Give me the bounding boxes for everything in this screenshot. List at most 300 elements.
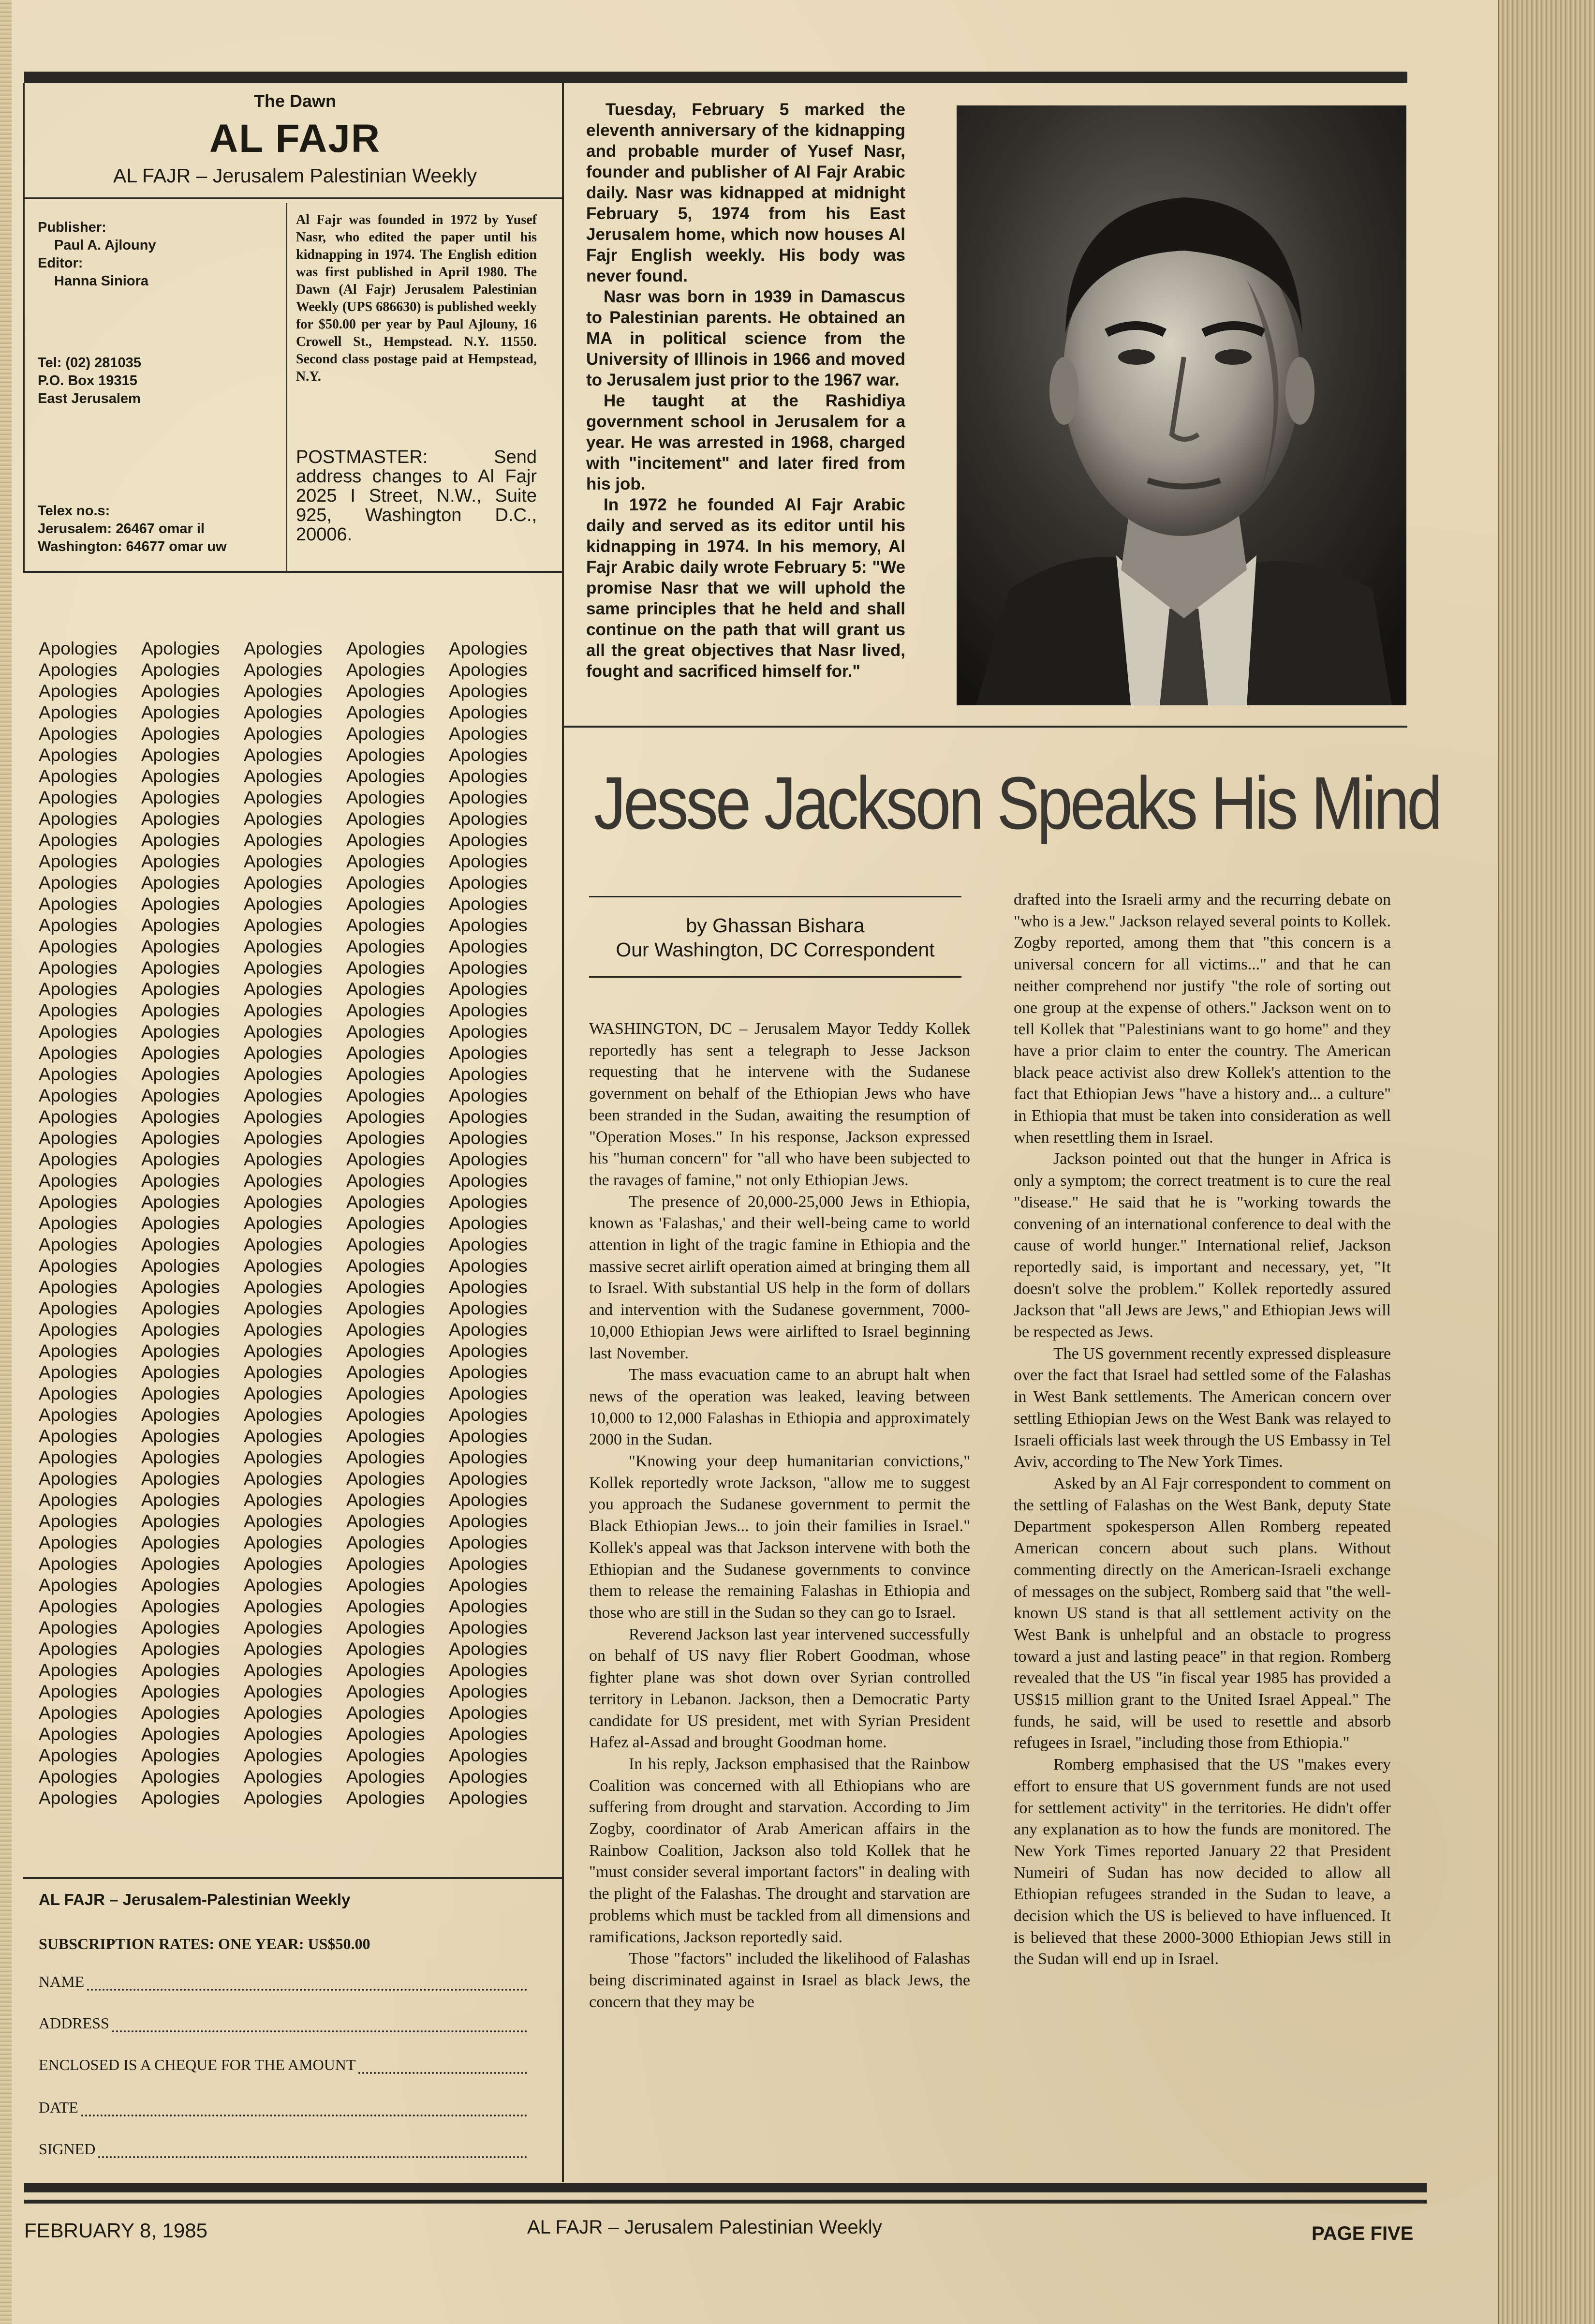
apologies-word: Apologies xyxy=(346,1043,425,1063)
apologies-word: Apologies xyxy=(141,1000,220,1020)
apologies-word: Apologies xyxy=(449,915,528,935)
apologies-word: Apologies xyxy=(39,1511,118,1531)
about-paper-text: Al Fajr was founded in 1972 by Yusef Nasr, who edited the paper until his kidnapping in 1974. The English edition was first published in April 1980. The Dawn (Al Fajr) Jerusalem Palestinian Weekly (UPS 686630) is published weekly for $50.00 per year by Paul Ajlouny, 16 Crowell St., Hempstead. N.Y. 11550. Second class postage paid at Hempstead, N.Y. xyxy=(296,212,537,384)
apologies-grid xyxy=(39,639,551,1819)
apologies-word: Apologies xyxy=(141,1426,220,1446)
apologies-word: Apologies xyxy=(244,894,323,914)
apologies-word: Apologies xyxy=(346,1554,425,1574)
apologies-word: Apologies xyxy=(449,1320,528,1340)
apologies-word: Apologies xyxy=(141,681,220,701)
apologies-word: Apologies xyxy=(449,1660,528,1680)
apologies-word: Apologies xyxy=(346,639,425,658)
apologies-word: Apologies xyxy=(449,639,528,658)
apologies-word: Apologies xyxy=(449,809,528,829)
apologies-word: Apologies xyxy=(141,915,220,935)
apologies-word: Apologies xyxy=(346,788,425,807)
apologies-word: Apologies xyxy=(141,1447,220,1467)
page-left-edge xyxy=(0,0,12,2324)
contact-info xyxy=(38,354,141,408)
apologies-word: Apologies xyxy=(141,1149,220,1169)
apologies-word: Apologies xyxy=(39,1575,118,1595)
apologies-word: Apologies xyxy=(346,1235,425,1254)
apologies-word: Apologies xyxy=(244,1298,323,1318)
apologies-word: Apologies xyxy=(449,1490,528,1510)
apologies-word: Apologies xyxy=(346,1000,425,1020)
apologies-word: Apologies xyxy=(244,1724,323,1744)
article-paragraph: Romberg emphasised that the US "makes every effort to ensure that US government funds are not used for settlement activity" in the territories. He didn't offer any explanation as to how the funds are monitored. The New York Times reported January 22 that President Numeiri of Sudan has now decided to allow all Ethiopian refugees stranded in the Sudan to leave, a decision which the US is believed to have influenced. It is believed that these 2000-3000 Ethiopian Jews still in the Sudan will end up in Israel. xyxy=(1014,1756,1391,1968)
apologies-word: Apologies xyxy=(39,1384,118,1403)
apologies-word: Apologies xyxy=(39,809,118,829)
apologies-word: Apologies xyxy=(141,1256,220,1276)
address-blank xyxy=(112,2022,527,2032)
footer-page-number: PAGE FIVE xyxy=(1312,2223,1414,2244)
apologies-word: Apologies xyxy=(449,1043,528,1063)
telex-jerusalem: Jerusalem: 26467 omar il xyxy=(38,521,205,536)
apologies-word: Apologies xyxy=(346,1788,425,1808)
apologies-word: Apologies xyxy=(346,1022,425,1042)
apologies-word: Apologies xyxy=(244,1171,323,1191)
apologies-word: Apologies xyxy=(141,1682,220,1701)
apologies-word: Apologies xyxy=(141,894,220,914)
apologies-word: Apologies xyxy=(449,788,528,807)
article-paragraph: drafted into the Israeli army and the recurring debate on "who is a Jew." Jackson relayed several points to Kollek. Zogby reported, among them that "this concern is a universal concern for all victims..." and that he can neither comprehend nor justify "the role of sorting out one group at the expense of others." Jackson went on to tell Kollek that "Palestinians want to go home" and they have a prior claim to enter the country. The American black peace activist also drew Kollek's attention to the fact that Ethiopian Jews "have a history and... a culture" in Ethiopia that must be taken into consideration as well when resettling them in Israel. xyxy=(1014,891,1391,1147)
subscription-address-line xyxy=(39,2014,527,2032)
apologies-word: Apologies xyxy=(346,830,425,850)
apologies-word: Apologies xyxy=(346,766,425,786)
apologies-word: Apologies xyxy=(141,851,220,871)
apologies-word: Apologies xyxy=(244,1639,323,1659)
apologies-word: Apologies xyxy=(449,1788,528,1808)
apologies-word: Apologies xyxy=(449,1064,528,1084)
apologies-word: Apologies xyxy=(244,1384,323,1403)
footer-rule-thin xyxy=(24,2200,1427,2204)
apologies-word: Apologies xyxy=(39,660,118,680)
apologies-word: Apologies xyxy=(346,702,425,722)
apologies-word: Apologies xyxy=(244,1213,323,1233)
article-paragraph: WASHINGTON, DC – Jerusalem Mayor Teddy Kollek reportedly has sent a telegraph to Jesse Jackson requesting that he intervene with the Sudanese government on behalf of the Ethiopian Jews who have been stranded in the Sudan, awaiting the resumption of "Operation Moses." In his response, Jackson expressed his "human concern" for "all who have been subjected to the ravages of famine," not only Ethiopian Jews. xyxy=(589,1020,970,1189)
masthead-right-divider xyxy=(562,83,564,572)
apologies-word: Apologies xyxy=(449,766,528,786)
telex-info xyxy=(38,502,227,556)
apologies-word: Apologies xyxy=(39,1490,118,1510)
apologies-word: Apologies xyxy=(346,681,425,701)
apologies-word: Apologies xyxy=(141,1788,220,1808)
masthead-inner-divider xyxy=(286,203,287,571)
apologies-word: Apologies xyxy=(346,851,425,871)
apologies-word: Apologies xyxy=(141,639,220,658)
apologies-word: Apologies xyxy=(244,851,323,871)
apologies-word: Apologies xyxy=(141,724,220,744)
apologies-word: Apologies xyxy=(244,1596,323,1616)
apologies-word: Apologies xyxy=(244,1767,323,1787)
postmaster-text: POSTMASTER: Send address changes to Al Fajr 2025 I Street, N.W., Suite 925, Washington D.C., 20006. xyxy=(296,447,537,545)
signed-label: SIGNED xyxy=(39,2140,96,2158)
telex-label: Telex no.s: xyxy=(38,503,110,519)
apologies-word: Apologies xyxy=(244,1341,323,1361)
apologies-word: Apologies xyxy=(39,1533,118,1552)
apologies-word: Apologies xyxy=(244,979,323,999)
article-column-2 xyxy=(1014,889,1391,1970)
article-paragraph: Reverend Jackson last year intervened successfully on behalf of US navy flier Robert Goodman, whose fighter plane was shot down over Syrian controlled territory in Lebanon. Jackson, then a Democratic Party candidate for US president, met with Syrian President Hafez al-Assad and brought Goodman home. xyxy=(589,1625,970,1752)
apologies-word: Apologies xyxy=(244,1043,323,1063)
apologies-word: Apologies xyxy=(346,1064,425,1084)
apologies-word: Apologies xyxy=(39,1043,118,1063)
apologies-word: Apologies xyxy=(39,1171,118,1191)
apologies-word: Apologies xyxy=(39,1213,118,1233)
cheque-label: ENCLOSED IS A CHEQUE FOR THE AMOUNT xyxy=(39,2056,356,2073)
apologies-word: Apologies xyxy=(449,1192,528,1212)
apologies-word: Apologies xyxy=(346,1596,425,1616)
apologies-word: Apologies xyxy=(346,1767,425,1787)
apologies-word: Apologies xyxy=(346,1682,425,1701)
apologies-word: Apologies xyxy=(449,1235,528,1254)
apologies-word: Apologies xyxy=(39,1149,118,1169)
apologies-word: Apologies xyxy=(141,1639,220,1659)
apologies-word: Apologies xyxy=(346,1256,425,1276)
apologies-word: Apologies xyxy=(449,1362,528,1382)
apologies-word: Apologies xyxy=(39,1192,118,1212)
apologies-word: Apologies xyxy=(449,1298,528,1318)
signed-blank xyxy=(98,2147,527,2158)
apologies-word: Apologies xyxy=(346,1618,425,1638)
apologies-word: Apologies xyxy=(39,1639,118,1659)
apologies-word: Apologies xyxy=(141,1596,220,1616)
apologies-word: Apologies xyxy=(39,639,118,658)
apologies-word: Apologies xyxy=(39,1022,118,1042)
masthead-subtitle: AL FAJR – Jerusalem Palestinian Weekly xyxy=(113,164,477,187)
apologies-word: Apologies xyxy=(449,1086,528,1105)
article-paragraph: The mass evacuation came to an abrupt halt when news of the operation was leaked, leaving between 10,000 to 12,000 Falashas in Ethiopia and approximately 2000 in the Sudan. xyxy=(589,1366,970,1449)
apologies-word: Apologies xyxy=(39,894,118,914)
apologies-word: Apologies xyxy=(449,1533,528,1552)
apologies-word: Apologies xyxy=(449,1022,528,1042)
portrait-illustration xyxy=(957,105,1406,705)
apologies-word: Apologies xyxy=(141,830,220,850)
apologies-word: Apologies xyxy=(244,1277,323,1297)
apologies-word: Apologies xyxy=(141,1171,220,1191)
apologies-word: Apologies xyxy=(141,1320,220,1340)
subscription-rates: SUBSCRIPTION RATES: ONE YEAR: US$50.00 xyxy=(39,1935,370,1952)
apologies-word: Apologies xyxy=(141,1362,220,1382)
apologies-word: Apologies xyxy=(346,1362,425,1382)
apologies-word: Apologies xyxy=(449,1341,528,1361)
apologies-word: Apologies xyxy=(141,766,220,786)
article-byline xyxy=(589,913,961,962)
apologies-word: Apologies xyxy=(449,1149,528,1169)
apologies-word: Apologies xyxy=(39,1235,118,1254)
apologies-word: Apologies xyxy=(449,937,528,956)
article-paragraph: The US government recently expressed displeasure over the fact that Israel had settled some of the Falashas in West Bank settlements. The American concern over settling Ethiopian Jews on the West Bank was relayed to Israeli officials last week through the US Embassy in Tel Aviv, according to The New York Times. xyxy=(1014,1344,1391,1471)
subscription-date-line xyxy=(39,2099,527,2116)
subscription-cheque-line xyxy=(39,2056,527,2074)
apologies-word: Apologies xyxy=(244,915,323,935)
apologies-word: Apologies xyxy=(141,788,220,807)
apologies-word: Apologies xyxy=(449,702,528,722)
apologies-word: Apologies xyxy=(141,1107,220,1127)
apologies-word: Apologies xyxy=(346,937,425,956)
apologies-word: Apologies xyxy=(346,660,425,680)
apologies-word: Apologies xyxy=(39,1788,118,1808)
article-paragraph: The presence of 20,000-25,000 Jews in Ethiopia, known as 'Falashas,' and their well-being came to world attention in light of the tragic famine in Ethiopia and the massive secret airlift operation aimed at bringing them all to Israel. With substantial US help in the form of dollars and intervention with the Sudanese government, 7000-10,000 Ethiopian Jews were airlifted to Israel beginning last November. xyxy=(589,1192,970,1362)
apologies-word: Apologies xyxy=(449,873,528,893)
nasr-paragraph: In 1972 he founded Al Fajr Arabic daily and served as its editor until his kidnapping in 1974. In his memory, Al Fajr Arabic daily wrote February 5: "We promise Nasr that we will uphold the same principles that he held and shall continue on the path that will grant us all the great objectives that Nasr lived, fought and sacrificed himself for." xyxy=(586,495,905,681)
apologies-word: Apologies xyxy=(449,1277,528,1297)
apologies-word: Apologies xyxy=(449,1618,528,1638)
apologies-word: Apologies xyxy=(346,1320,425,1340)
apologies-word: Apologies xyxy=(244,873,323,893)
apologies-word: Apologies xyxy=(244,788,323,807)
apologies-word: Apologies xyxy=(39,1554,118,1574)
apologies-word: Apologies xyxy=(449,660,528,680)
apologies-word: Apologies xyxy=(141,1384,220,1403)
subscription-name-line xyxy=(39,1973,527,1991)
byline-bottom-rule xyxy=(589,976,961,978)
apologies-word: Apologies xyxy=(346,1128,425,1148)
apologies-word: Apologies xyxy=(141,1277,220,1297)
apologies-word: Apologies xyxy=(244,1256,323,1276)
apologies-word: Apologies xyxy=(346,1447,425,1467)
apologies-word: Apologies xyxy=(39,1745,118,1765)
apologies-word: Apologies xyxy=(346,1703,425,1723)
nasr-paragraph: He taught at the Rashidiya government school in Jerusalem for a year. He was arrested in 1968, charged with "incitement" and later fired from his job. xyxy=(586,391,905,493)
apologies-word: Apologies xyxy=(244,1149,323,1169)
apologies-word: Apologies xyxy=(244,1660,323,1680)
footer-rule-thick xyxy=(24,2183,1427,2192)
apologies-word: Apologies xyxy=(449,1213,528,1233)
apologies-word: Apologies xyxy=(449,1724,528,1744)
apologies-word: Apologies xyxy=(141,1298,220,1318)
apologies-word: Apologies xyxy=(39,724,118,744)
top-rule xyxy=(24,72,1407,83)
apologies-word: Apologies xyxy=(39,979,118,999)
article-paragraph: In his reply, Jackson emphasised that the Rainbow Coalition was concerned with all Ethiopians who are suffering from drought and starvation. According to Jim Zogby, coordinator of Arab American affairs in the Rainbow Coalition, Jackson also told Kollek that he "must consider several important factors" in dealing with the plight of the Falashas. The drought and starvation are problems which must be tackled from all dimensions and ramifications, Jackson reportedly said. xyxy=(589,1755,970,1946)
apologies-word: Apologies xyxy=(141,1511,220,1531)
apologies-word: Apologies xyxy=(244,830,323,850)
apologies-word: Apologies xyxy=(141,1128,220,1148)
apologies-word: Apologies xyxy=(244,1511,323,1531)
staff-credits xyxy=(38,219,156,290)
apologies-word: Apologies xyxy=(346,724,425,744)
apologies-word: Apologies xyxy=(244,1235,323,1254)
apologies-word: Apologies xyxy=(346,1277,425,1297)
nasr-article xyxy=(586,99,905,682)
apologies-word: Apologies xyxy=(346,1745,425,1765)
apologies-word: Apologies xyxy=(449,958,528,978)
apologies-word: Apologies xyxy=(141,1192,220,1212)
apologies-word: Apologies xyxy=(449,1703,528,1723)
apologies-word: Apologies xyxy=(244,1107,323,1127)
apologies-word: Apologies xyxy=(346,1426,425,1446)
apologies-word: Apologies xyxy=(449,894,528,914)
apologies-word: Apologies xyxy=(39,1618,118,1638)
apologies-word: Apologies xyxy=(141,937,220,956)
apologies-word: Apologies xyxy=(141,1235,220,1254)
apologies-word: Apologies xyxy=(39,1703,118,1723)
apologies-word: Apologies xyxy=(39,915,118,935)
apologies-word: Apologies xyxy=(39,1064,118,1084)
apologies-word: Apologies xyxy=(244,724,323,744)
apologies-word: Apologies xyxy=(449,1682,528,1701)
apologies-word: Apologies xyxy=(346,958,425,978)
name-label: NAME xyxy=(39,1973,85,1990)
apologies-word: Apologies xyxy=(141,1469,220,1489)
nasr-paragraph: Tuesday, February 5 marked the eleventh anniversary of the kidnapping and probable murder of Yusef Nasr, founder and publisher of Al Fajr Arabic daily. Nasr was kidnapped at midnight February 5, 1974 from his East Jerusalem home, which now houses Al Fajr English weekly. His body was never found. xyxy=(586,100,905,285)
apologies-word: Apologies xyxy=(244,1000,323,1020)
apologies-word: Apologies xyxy=(346,1724,425,1744)
apologies-word: Apologies xyxy=(346,1533,425,1552)
apologies-word: Apologies xyxy=(449,851,528,871)
apologies-word: Apologies xyxy=(244,809,323,829)
apologies-word: Apologies xyxy=(39,1320,118,1340)
apologies-word: Apologies xyxy=(346,1384,425,1403)
apologies-word: Apologies xyxy=(449,1171,528,1191)
apologies-word: Apologies xyxy=(39,1000,118,1020)
apologies-word: Apologies xyxy=(346,979,425,999)
apologies-word: Apologies xyxy=(39,830,118,850)
apologies-word: Apologies xyxy=(141,1213,220,1233)
city: East Jerusalem xyxy=(38,391,141,406)
po-box: P.O. Box 19315 xyxy=(38,373,137,388)
apologies-word: Apologies xyxy=(244,1745,323,1765)
apologies-word: Apologies xyxy=(141,958,220,978)
apologies-word: Apologies xyxy=(39,1362,118,1382)
apologies-word: Apologies xyxy=(39,702,118,722)
apologies-word: Apologies xyxy=(39,1277,118,1297)
apologies-word: Apologies xyxy=(346,1192,425,1212)
apologies-word: Apologies xyxy=(346,1086,425,1105)
apologies-word: Apologies xyxy=(346,1660,425,1680)
apologies-word: Apologies xyxy=(244,1490,323,1510)
apologies-word: Apologies xyxy=(449,1511,528,1531)
nasr-paragraph: Nasr was born in 1939 in Damascus to Palestinian parents. He obtained an MA in political science from the University of Illinois in 1966 and moved to Jerusalem just prior to the 1967 war. xyxy=(586,287,905,389)
apologies-word: Apologies xyxy=(141,1745,220,1765)
byline-top-rule xyxy=(589,896,961,897)
apologies-word: Apologies xyxy=(244,1575,323,1595)
apologies-word: Apologies xyxy=(244,1064,323,1084)
apologies-word: Apologies xyxy=(244,1405,323,1425)
apologies-word: Apologies xyxy=(346,1341,425,1361)
apologies-word: Apologies xyxy=(449,1554,528,1574)
apologies-word: Apologies xyxy=(346,809,425,829)
date-blank xyxy=(81,2106,527,2116)
apologies-right-divider xyxy=(562,571,564,2182)
apologies-word: Apologies xyxy=(39,1086,118,1105)
apologies-word: Apologies xyxy=(346,1171,425,1191)
subscription-signed-line xyxy=(39,2140,527,2158)
article-paragraph: Jackson pointed out that the hunger in Africa is only a symptom; the correct treatment is to cure the real "disease." He said that he is "working towards the convening of an international conference to deal with the cause of world hunger." International relief, Jackson reportedly said, is important and necessary, yet, "It doesn't solve the problem." Kollek reportedly assured Jackson that "all Jews are Jews," and Ethiopian Jews will be respected as Jews. xyxy=(1014,1150,1391,1341)
photo-bottom-rule xyxy=(564,726,1407,728)
editor-label: Editor: xyxy=(38,255,83,271)
apologies-word: Apologies xyxy=(141,1554,220,1574)
article-column-1 xyxy=(589,1018,970,2013)
footer-publication: AL FAJR – Jerusalem Palestinian Weekly xyxy=(527,2217,882,2238)
apologies-word: Apologies xyxy=(39,1256,118,1276)
apologies-word: Apologies xyxy=(244,1682,323,1701)
apologies-word: Apologies xyxy=(449,1575,528,1595)
masthead-left-divider xyxy=(23,83,25,572)
apologies-word: Apologies xyxy=(449,745,528,765)
apologies-word: Apologies xyxy=(346,1511,425,1531)
article-headline: Jesse Jackson Speaks His Mind xyxy=(594,761,1440,845)
apologies-word: Apologies xyxy=(141,1660,220,1680)
apologies-word: Apologies xyxy=(449,1128,528,1148)
footer-date: FEBRUARY 8, 1985 xyxy=(24,2219,207,2242)
apologies-word: Apologies xyxy=(346,1639,425,1659)
apologies-word: Apologies xyxy=(39,1298,118,1318)
apologies-word: Apologies xyxy=(244,1086,323,1105)
apologies-word: Apologies xyxy=(39,1426,118,1446)
apologies-word: Apologies xyxy=(141,1043,220,1063)
apologies-word: Apologies xyxy=(39,1682,118,1701)
apologies-word: Apologies xyxy=(141,1405,220,1425)
telex-washington: Washington: 64677 omar uw xyxy=(38,539,227,554)
apologies-word: Apologies xyxy=(346,1469,425,1489)
apologies-word: Apologies xyxy=(449,1745,528,1765)
masthead-bottom-rule xyxy=(23,571,564,573)
apologies-word: Apologies xyxy=(244,639,323,658)
apologies-word: Apologies xyxy=(244,1128,323,1148)
apologies-bottom-rule xyxy=(23,1877,564,1879)
apologies-word: Apologies xyxy=(39,1107,118,1127)
masthead-title: AL FAJR xyxy=(209,117,381,161)
apologies-word: Apologies xyxy=(39,937,118,956)
apologies-word: Apologies xyxy=(449,1469,528,1489)
masthead-sub-rule xyxy=(23,197,564,199)
apologies-word: Apologies xyxy=(449,1107,528,1127)
apologies-word: Apologies xyxy=(141,1490,220,1510)
apologies-word: Apologies xyxy=(39,745,118,765)
date-label: DATE xyxy=(39,2099,78,2116)
cheque-blank xyxy=(358,2063,527,2074)
apologies-word: Apologies xyxy=(141,745,220,765)
apologies-word: Apologies xyxy=(449,1639,528,1659)
apologies-word: Apologies xyxy=(346,1213,425,1233)
apologies-word: Apologies xyxy=(39,681,118,701)
apologies-word: Apologies xyxy=(244,937,323,956)
apologies-word: Apologies xyxy=(244,1703,323,1723)
apologies-word: Apologies xyxy=(141,1533,220,1552)
apologies-word: Apologies xyxy=(449,1767,528,1787)
telephone: Tel: (02) 281035 xyxy=(38,355,141,371)
apologies-word: Apologies xyxy=(346,915,425,935)
apologies-word: Apologies xyxy=(346,1298,425,1318)
apologies-word: Apologies xyxy=(39,1596,118,1616)
apologies-word: Apologies xyxy=(449,724,528,744)
apologies-word: Apologies xyxy=(449,1405,528,1425)
byline-author: by Ghassan Bishara xyxy=(686,914,865,937)
apologies-word: Apologies xyxy=(244,660,323,680)
apologies-word: Apologies xyxy=(141,660,220,680)
apologies-word: Apologies xyxy=(244,1469,323,1489)
apologies-word: Apologies xyxy=(346,1405,425,1425)
article-paragraph: Asked by an Al Fajr correspondent to comment on the settling of Falashas on the West Bank, deputy State Department spokesperson Allen Romberg repeated American concern about such plans. Without commenting directly on the American-Israeli exchange of messages on the subject, Romberg said that "the well-known US stand is that all settlement activity on the West Bank is unhelpful and an obstacle to progress toward a just and lasting peace" in that region. Romberg revealed that the US "in fiscal year 1985 has provided a US$15 million grant to the United Israel Appeal." The funds, he said, will be used to resettle and absorb refugees in Israel, "including those from Ethiopia." xyxy=(1014,1474,1391,1752)
apologies-word: Apologies xyxy=(141,873,220,893)
apologies-word: Apologies xyxy=(449,681,528,701)
apologies-word: Apologies xyxy=(244,1022,323,1042)
apologies-word: Apologies xyxy=(39,1128,118,1148)
apologies-word: Apologies xyxy=(141,809,220,829)
address-label: ADDRESS xyxy=(39,2014,109,2032)
article-paragraph: "Knowing your deep humanitarian convictions," Kollek reportedly wrote Jackson, "allow me to suggest you approach the Sudanese government to permit the Black Ethiopian Jews... to join their families in Israel." Kollek's appeal was that Jackson intervene with both the Ethiopian and the Sudanese governments to convince them to release the remaining Falashas in Ethiopia and those who are still in the Sudan so they can go to Israel. xyxy=(589,1452,970,1622)
publisher-label: Publisher: xyxy=(38,220,106,235)
apologies-word: Apologies xyxy=(39,788,118,807)
apologies-word: Apologies xyxy=(141,1022,220,1042)
byline-role: Our Washington, DC Correspondent xyxy=(616,939,935,961)
apologies-word: Apologies xyxy=(449,1447,528,1467)
apologies-word: Apologies xyxy=(141,1575,220,1595)
apologies-word: Apologies xyxy=(141,1618,220,1638)
apologies-word: Apologies xyxy=(449,1596,528,1616)
